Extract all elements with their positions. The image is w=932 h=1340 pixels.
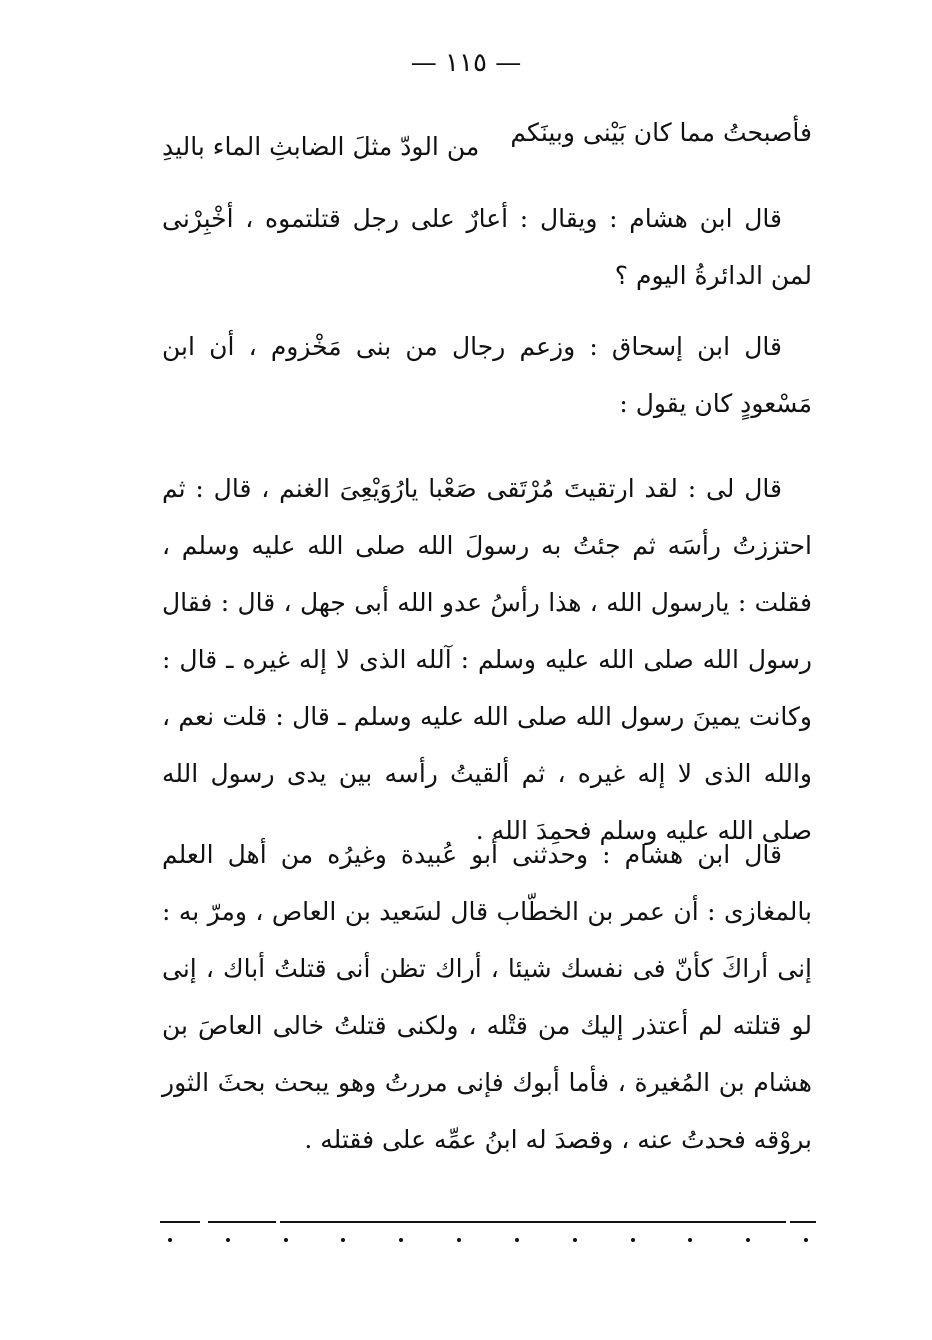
paragraph-umar-said: قال ابن هشام : وحدثنى أبو عُبيدة وغيرُه من أهل العلم بالمغازى : أن عمر بن الخطّاب قال لسَعيد بن العاص ، ومرّ به : إنى أراكَ كأنّ فى نفسك شيئا ، أراك تظن أنى قتلتُ أباك ، إنى لو قتلته لم أعتذر إليك من قتْله ، ولكنى قتلتُ خالى العاصَ بن هشام بن المُغيرة ، فأما أبوك فإنى مررتُ وهو يبحث بحثَ الثور بروْقه فحدتُ عنه ، وقصدَ له ابنُ عمِّه على فقتله . xyxy=(162,840,812,1154)
footer-rule xyxy=(160,1219,816,1225)
paragraph-ibn-ishaq: قال ابن إسحاق : وزعم رجال من بنى مَخْزوم ، أن ابن مَسْعودٍ كان يقول : xyxy=(162,332,812,418)
verse-first-hemistich: فأصبحتُ مما كان بَيْنى وبينَكم xyxy=(510,118,812,147)
paragraph-ibn-hisham-1: قال ابن هشام : ويقال : أعارٌ على رجل قتلتموه ، أخْبِرْنى لمن الدائرةُ اليوم ؟ xyxy=(162,204,812,290)
footer-dots-divider xyxy=(168,1238,808,1242)
page-number: — ١١٥ — xyxy=(410,48,522,78)
verse-second-hemistich: من الودّ مثلَ الضابثِ الماء باليدِ xyxy=(162,132,480,161)
paragraph-abu-jahl-head: قال لى : لقد ارتقيتَ مُرْتَقى صَعْبا يارُوَيْعِىَ الغنم ، قال : ثم احتززتُ رأسَه ثم جئتُ به رسولَ الله صلى الله عليه وسلم ، فقلت : يارسول الله ، هذا رأسُ عدو الله أبى جهل ، قال : فقال رسول الله صلى الله عليه وسلم : آلله الذى لا إله غيره ـ قال : وكانت يمينَ رسول الله صلى الله عليه وسلم ـ قال : قلت نعم ، والله الذى لا إله غيره ، ثم ألقيتُ رأسه بين يدى رسول الله صلى الله عليه وسلم فحمِدَ الله . xyxy=(162,474,812,845)
poem-verse xyxy=(162,118,812,178)
